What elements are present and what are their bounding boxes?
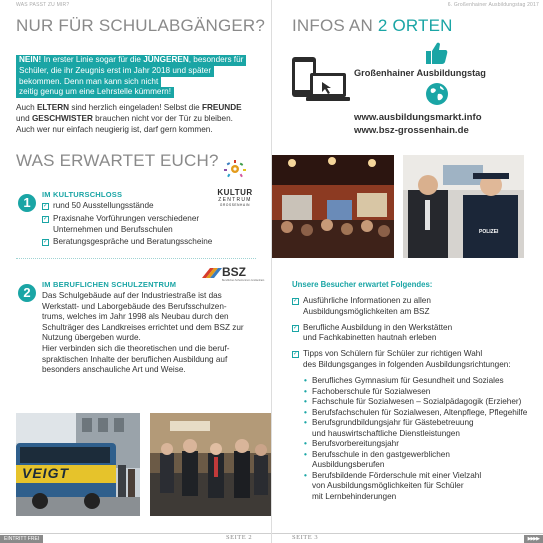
checklist-item [42, 214, 217, 236]
intro-text: Auch [16, 103, 37, 112]
direction-text: • Berufsbildende Förderschule mit einer Vielzahl [312, 470, 482, 480]
checklist-item [292, 296, 542, 318]
checklist-text: Berufliche Ausbildung in den Werkstätten [303, 322, 453, 332]
intro-eltern: ELTERN [36, 103, 70, 112]
logo-text: ZENTRUM [218, 197, 252, 203]
intro-geschwister: GESCHWISTER [31, 113, 93, 123]
item1-checklist [42, 201, 262, 250]
photo-bus [16, 413, 140, 516]
kulturzentrum-logo [213, 160, 257, 206]
page-title-right [292, 16, 453, 36]
body-line: besonders anschauliche Art und Weise. [42, 365, 186, 375]
right-page [272, 0, 543, 543]
direction-text: • Berufsschule in den gastgewerblichen [312, 449, 450, 459]
checklist-item [292, 323, 542, 345]
left-running-head: WAS PASST ZU MIR? [16, 2, 70, 8]
direction-item [303, 376, 543, 387]
page-number-right: SEITE 3 [292, 534, 319, 541]
direction-text: Ausbildungsberufen [312, 460, 385, 469]
checklist-text: Praxisnahe Vorführungen verschiedener Unternehmen und Berufsschulen [53, 213, 200, 234]
section-title: WAS ERWARTET EUCH? [16, 151, 219, 170]
crowd-photo-image [272, 155, 394, 258]
police-photo-image [403, 155, 524, 258]
logo-text: GROSSENHAIN [219, 203, 251, 207]
intro-text: und [16, 113, 32, 123]
visitors-heading: Unsere Besucher erwartet Folgendes: [292, 280, 433, 289]
direction-text: und hauswirtschaftliche Dienstleistungen [312, 428, 460, 438]
title-plain: INFOS AN [292, 16, 378, 35]
intro-text: brauchen nicht vor der Tür zu bleiben. [92, 113, 233, 123]
checkbox-icon: ✓ [43, 239, 49, 246]
checklist-item [292, 349, 542, 371]
kulturzentrum-emblem-icon [213, 160, 257, 184]
direction-text: von Ausbildungsmöglichkeiten für Schüler [312, 481, 464, 490]
banner-strong-juengeren: JÜNGEREN [143, 55, 189, 64]
photo-workshop [150, 413, 271, 516]
checklist-text: Ausführliche Informationen zu allen [303, 296, 431, 305]
direction-item [303, 397, 543, 408]
direction-item [303, 387, 543, 398]
globe-icon[interactable] [425, 82, 449, 106]
direction-text: • Fachoberschule für Sozialwesen [312, 386, 431, 396]
direction-item [303, 408, 543, 419]
checklist-item [42, 237, 262, 248]
checkbox-icon: ✓ [293, 351, 299, 358]
banner-text: In erster Linie sogar für die [41, 55, 144, 64]
checkbox-icon: ✓ [43, 203, 49, 209]
photo-police [403, 155, 524, 258]
banner-line-1 [16, 55, 246, 66]
direction-item [303, 418, 543, 439]
body-line: spraktischen Inhalte der beruflichen Ausbildung auf [42, 354, 228, 364]
photo-crowd [272, 155, 394, 258]
body-line: Werkstatt- und Laborgebäude des Berufsschulzen- [42, 301, 227, 311]
banner-line-3: bekommen. Denn man kann sich nicht [16, 77, 161, 88]
body-line: Das Schulgebäude auf der Industriestraße ist das [42, 291, 222, 300]
page-number-left: SEITE 2 [226, 534, 253, 541]
item2-heading: IM BERUFLICHEN SCHULZENTRUM [42, 280, 177, 289]
checklist-text: und Fachkabinetten hautnah erleben [303, 333, 437, 343]
body-line: Nutzung übergeben wurde. [42, 333, 141, 343]
direction-item [303, 450, 543, 471]
checklist-text: Ausbildungsmöglichkeiten am BSZ [303, 306, 430, 316]
directions-list [303, 376, 543, 502]
next-page-arrows[interactable]: ▶▶▶▶ [524, 535, 543, 543]
direction-text: • Berufsvorbereitungsjahr [312, 439, 399, 448]
intro-text: sind herzlich eingeladen! Selbst die [69, 103, 202, 112]
intro-text: Auch wer nur einfach neugierig ist, darf gern kommen. [16, 124, 213, 134]
intro-paragraph [16, 103, 261, 135]
bsz-logo [200, 265, 265, 285]
left-page [0, 0, 271, 543]
url-ausbildungsmarkt[interactable]: www.ausbildungsmarkt.info [354, 112, 482, 123]
workshop-photo-image [150, 413, 271, 516]
entry-free-tab: EINTRITT FREI [0, 535, 43, 543]
bus-lettering: VEIGT [22, 465, 70, 481]
page-title-left: NUR FÜR SCHULABGÄNGER? [16, 16, 266, 35]
facebook-name: Großenhainer Ausbildungstag [354, 68, 486, 78]
checkbox-icon: ✓ [43, 215, 49, 222]
banner-text: , besonders für [188, 55, 244, 64]
checklist-text: Tipps von Schülern für Schüler zur richtigen Wahl [303, 349, 483, 359]
direction-item [303, 439, 543, 450]
item1-heading: IM KULTURSCHLOSS [42, 190, 123, 199]
devices-icon [292, 55, 350, 107]
banner-line-4: zeitig genug um eine Lehrstelle kümmern! [16, 87, 174, 98]
banner-line-2: Schüler, die ihr Zeugnis erst im Jahr 2018 und später [16, 66, 214, 77]
direction-text: • Berufliches Gymnasium für Gesundheit und Soziales [312, 376, 504, 385]
logo-text: KULTUR [217, 188, 253, 197]
visitors-checklist [292, 296, 542, 373]
police-label: POLIZEI [479, 229, 499, 235]
right-running-head: 6. Großenhainer Ausbildungstag 2017 [447, 2, 539, 8]
body-line: Schulträger des Landkreises errichtet und dem BSZ zur [42, 322, 244, 332]
bsz-emblem-icon [200, 266, 222, 280]
direction-text: • Berufsgrundbildungsjahr für Gästebetreuung [312, 418, 474, 427]
checkbox-icon: ✓ [293, 298, 299, 304]
thumbs-up-icon[interactable] [425, 41, 449, 65]
banner-strong-nein: NEIN! [19, 55, 42, 64]
title-accent: 2 ORTEN [377, 16, 453, 35]
bsz-logo-subtext: Berufliches Schulzentrum Großenhain [222, 279, 265, 282]
direction-text: mit Lernbehinderungen [312, 491, 397, 501]
item2-body [42, 291, 267, 376]
step-number-1: 1 [18, 194, 36, 212]
divider [16, 258, 256, 259]
checklist-item [42, 201, 262, 212]
body-line: trums, welches im Jahr 1998 als Neubau durch den [42, 312, 229, 322]
direction-item [303, 471, 543, 503]
checklist-text: rund 50 Ausstellungsstände [53, 201, 154, 210]
url-bsz[interactable]: www.bsz-grossenhain.de [354, 125, 469, 136]
body-line: Hier verbinden sich die theoretischen und die beruf- [42, 343, 230, 353]
web-links [354, 111, 482, 137]
direction-text: • Fachschule für Sozialwesen – Sozialpädagogik (Erzieher) [312, 397, 522, 406]
checklist-text: des Bildungsganges in folgenden Ausbildungsrichtungen: [303, 359, 511, 369]
intro-freunde: FREUNDE [202, 103, 242, 112]
intro-banner [16, 55, 252, 98]
checkbox-icon: ✓ [293, 324, 299, 331]
direction-text: • Berufsfachschulen für Sozialwesen, Altenpflege, Pflegehilfe [312, 407, 528, 417]
bsz-logo-text: BSZ [222, 265, 246, 279]
step-number-2: 2 [18, 284, 36, 302]
checklist-text: Beratungsgespräche und Beratungsscheine [53, 237, 213, 247]
